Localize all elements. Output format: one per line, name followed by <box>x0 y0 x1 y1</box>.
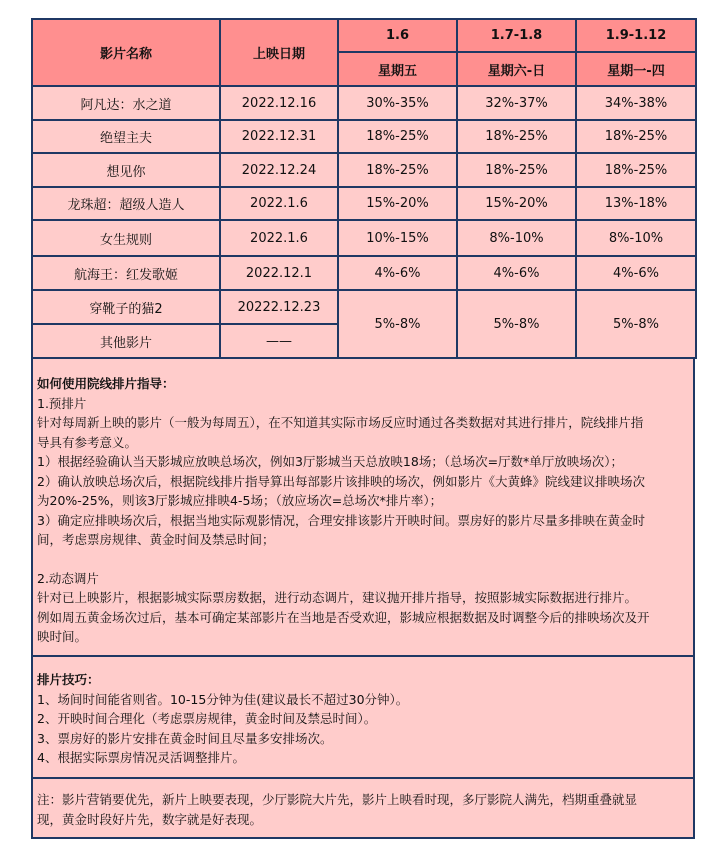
header-period-2-date: 1.7-1.8 <box>457 19 576 52</box>
release-date-cell: 2022.1.6 <box>220 220 338 256</box>
note-line: 注：影片营销要优先，新片上映要表现，少厅影院大片先，影片上映看时现，多厅影院人满先，档期重叠就显 <box>37 792 638 807</box>
release-date-cell: 2022.12.31 <box>220 120 338 153</box>
guide-section <box>31 359 695 657</box>
rate-cell: 4%-6% <box>338 256 457 290</box>
schedule-sheet <box>31 18 695 839</box>
film-name-cell: 航海王：红发歌姬 <box>32 256 220 290</box>
release-date-cell: 2022.12.24 <box>220 153 338 187</box>
rate-cell-merged: 5%-8% <box>457 290 576 358</box>
pre-schedule-title: 1.预排片 <box>37 395 87 411</box>
release-date-cell: 2022.12.1 <box>220 256 338 290</box>
dynamic-adjust-title: 2.动态调片 <box>37 570 99 586</box>
header-film-name: 影片名称 <box>32 19 220 86</box>
rate-cell: 18%-25% <box>338 120 457 153</box>
header-period-3-weekday: 星期一-四 <box>576 52 696 86</box>
tip-line: 1、场间时间能省则省。10-15分钟为佳(建议最长不超过30分钟）。 <box>37 691 409 707</box>
rate-cell: 4%-6% <box>576 256 696 290</box>
header-period-2-weekday: 星期六-日 <box>457 52 576 86</box>
note-line: 现，黄金时段好片先，数字就是好表现。 <box>37 811 263 827</box>
rate-cell: 15%-20% <box>338 187 457 220</box>
rate-cell: 18%-25% <box>457 153 576 187</box>
rate-cell: 13%-18% <box>576 187 696 220</box>
release-date-cell: 2022.1.6 <box>220 187 338 220</box>
rate-cell-merged: 5%-8% <box>338 290 457 358</box>
pre-line: 2）确认放映总场次后，根据院线排片指导算出每部影片该排映的场次，例如影片《大黄蜂》院线建议排映场次 <box>37 473 645 489</box>
rate-cell: 8%-10% <box>457 220 576 256</box>
rate-cell-merged: 5%-8% <box>576 290 696 358</box>
pre-line: 导具有参考意义。 <box>37 434 138 450</box>
film-name-cell: 绝望主夫 <box>32 120 220 153</box>
header-period-3-date: 1.9-1.12 <box>576 19 696 52</box>
rate-cell: 4%-6% <box>457 256 576 290</box>
pre-line: 针对每周新上映的影片（一般为每周五），在不知道其实际市场反应时通过各类数据对其进行排片，院线排片指 <box>37 415 644 430</box>
film-name-cell: 龙珠超：超级人造人 <box>32 187 220 220</box>
rate-cell: 34%-38% <box>576 86 696 120</box>
table-row <box>32 290 696 324</box>
dynamic-line: 针对已上映影片，根据影城实际票房数据，进行动态调片，建议抛开排片指导，按照影城实际数据进行排片。 <box>37 590 638 605</box>
guide-title: 如何使用院线排片指导： <box>37 376 175 391</box>
table-row <box>32 220 696 256</box>
table-row <box>32 86 696 120</box>
table-row <box>32 153 696 187</box>
tip-line: 4、根据实际票房情况灵活调整排片。 <box>37 750 245 765</box>
release-date-cell: 20222.12.23 <box>220 290 338 324</box>
header-period-1-date: 1.6 <box>338 19 457 52</box>
rate-cell: 32%-37% <box>457 86 576 120</box>
rate-cell: 18%-25% <box>338 153 457 187</box>
rate-cell: 8%-10% <box>576 220 696 256</box>
table-row <box>32 256 696 290</box>
tips-section <box>31 657 695 779</box>
film-name-cell: 穿靴子的猫2 <box>32 290 220 324</box>
rate-cell: 18%-25% <box>576 153 696 187</box>
rate-cell: 30%-35% <box>338 86 457 120</box>
rate-cell: 10%-15% <box>338 220 457 256</box>
tips-title: 排片技巧： <box>37 672 100 687</box>
pre-line: 3）确定应排映场次后，根据当地实际观影情况，合理安排该影片开映时间。票房好的影片尽量多排映在黄金时 <box>37 512 645 528</box>
table-row <box>32 120 696 153</box>
pre-line: 1）根据经验确认当天影城应放映总场次，例如3厅影城当天总放映18场；（总场次=厅数*单厅放映场次）； <box>37 454 624 469</box>
dynamic-line: 映时间。 <box>37 629 88 644</box>
release-date-cell: 2022.12.16 <box>220 86 338 120</box>
tip-line: 2、开映时间合理化（考虑票房规律，黄金时间及禁忌时间）。 <box>37 711 377 726</box>
header-period-1-weekday: 星期五 <box>338 52 457 86</box>
film-name-cell: 其他影片 <box>32 324 220 358</box>
pre-line: 间，考虑票房规律、黄金时间及禁忌时间； <box>37 532 275 547</box>
release-date-cell: —— <box>220 324 338 358</box>
film-name-cell: 阿凡达：水之道 <box>32 86 220 120</box>
rate-cell: 18%-25% <box>457 120 576 153</box>
schedule-table <box>31 18 697 359</box>
header-release-date: 上映日期 <box>220 19 338 86</box>
table-row <box>32 187 696 220</box>
film-name-cell: 想见你 <box>32 153 220 187</box>
note-section <box>31 779 695 839</box>
tip-line: 3、票房好的影片安排在黄金时间且尽量多安排场次。 <box>37 730 333 746</box>
rate-cell: 18%-25% <box>576 120 696 153</box>
film-name-cell: 女生规则 <box>32 220 220 256</box>
header-row-dates <box>32 19 696 52</box>
pre-line: 为20%-25%，则该3厅影城应排映4-5场；（放应场次=总场次*排片率）； <box>37 493 443 508</box>
dynamic-line: 例如周五黄金场次过后，基本可确定某部影片在当地是否受欢迎，影城应根据数据及时调整今后的排映场次及开 <box>37 609 650 625</box>
rate-cell: 15%-20% <box>457 187 576 220</box>
